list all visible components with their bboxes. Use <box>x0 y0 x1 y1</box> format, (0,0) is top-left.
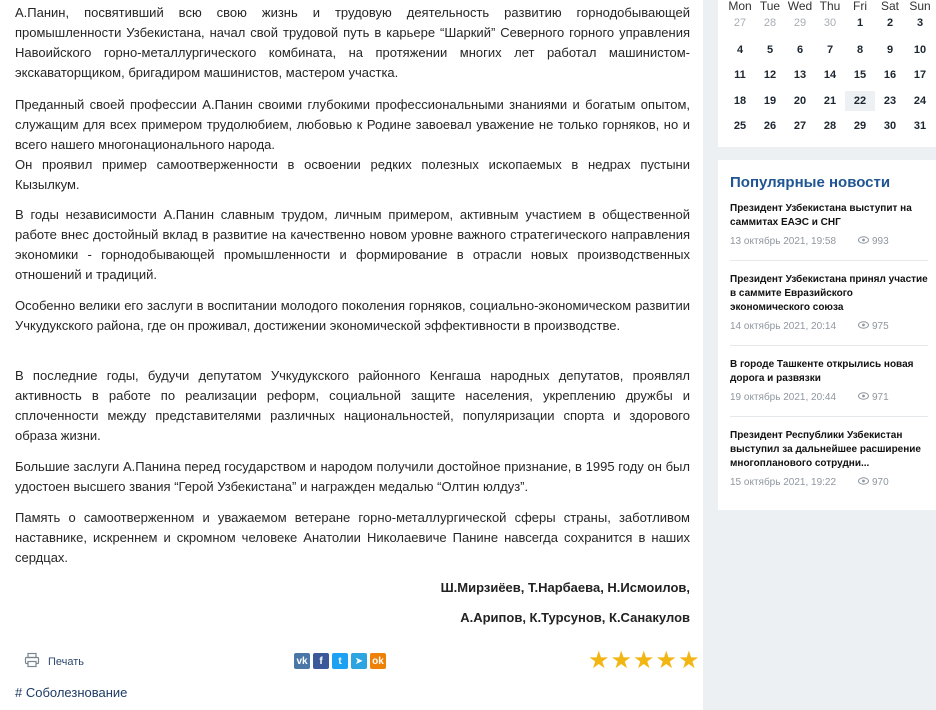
calendar-day[interactable]: 23 <box>883 95 897 107</box>
star-icon[interactable]: ★ <box>588 647 610 674</box>
calendar-day[interactable]: 19 <box>763 95 777 107</box>
calendar-day-outside: 30 <box>823 17 837 29</box>
calendar-day[interactable]: 6 <box>796 44 804 56</box>
news-item-date: 15 октябрь 2021, 19:22 <box>730 477 837 488</box>
calendar-day-outside: 29 <box>793 17 807 29</box>
calendar-day[interactable]: 12 <box>763 69 777 81</box>
calendar-weekday: Sat <box>880 0 899 13</box>
odnoklassniki-icon[interactable]: ok <box>370 653 386 669</box>
news-item-views <box>858 236 889 247</box>
rating-stars <box>588 647 700 675</box>
calendar-week-row <box>718 13 936 33</box>
telegram-icon[interactable]: ➤ <box>351 653 367 669</box>
news-item-title[interactable]: В городе Ташкенте открылись новая дорога и развязки <box>730 359 914 384</box>
popular-news-title: Популярные новости <box>730 174 891 191</box>
calendar-day[interactable]: 21 <box>823 95 837 107</box>
news-item[interactable] <box>730 202 928 247</box>
article-paragraph: Память о самоотверженном и уважаемом ветеране горно-металлургической сферы страны, заботливом наставнике, искреннем и скромном человеке Анатолии Николаевиче Панине навсегда сохранится в наших сердцах. <box>15 510 690 565</box>
facebook-icon[interactable]: f <box>313 653 329 669</box>
news-item[interactable] <box>730 273 928 332</box>
calendar-week-row <box>718 91 936 111</box>
calendar-weekday: Sun <box>909 0 931 13</box>
article-paragraph: А.Панин, посвятивший всю свою жизнь и трудовую деятельность развитию горнодобывающей промышленности Узбекистана, начал свой трудовой путь в карьере “Шаркий” Северного горного управления Навоийского горно-металлургического комбината, на протяжении многих лет работал машинистом-экскаваторщиком, бригадиром машинистов, мастером участка. <box>15 5 690 80</box>
views-count: 975 <box>872 321 889 332</box>
eye-icon <box>858 477 869 488</box>
news-item-views <box>858 477 889 488</box>
calendar-day[interactable]: 28 <box>823 120 837 132</box>
views-count: 970 <box>872 477 889 488</box>
article-paragraph: Он проявил пример самоотверженности в освоении редких полезных ископаемых в недрах пустыни Кызылкум. <box>15 157 690 192</box>
calendar-day[interactable]: 1 <box>856 17 864 29</box>
views-count: 993 <box>872 236 889 247</box>
article-paragraph: В последние годы, будучи депутатом Учкудукского районного Кенгаша народных депутатов, проявлял активность в работе по реализации реформ, социальной защите населения, укреплению дружбы и сплоченности между представителями различных национальностей, популяризации спорта и здорового образа жизни. <box>15 368 690 443</box>
calendar-day[interactable]: 13 <box>793 69 807 81</box>
calendar-day[interactable]: 31 <box>913 120 927 132</box>
news-item-views <box>858 392 889 403</box>
calendar-day[interactable]: 27 <box>793 120 807 132</box>
printer-icon <box>24 652 40 671</box>
news-item-date: 13 октябрь 2021, 19:58 <box>730 236 837 247</box>
article-paragraph: В годы независимости А.Панин славным трудом, личным примером, активным участием в общественной работе внес достойный вклад в развитие на качественно новом уровне важного стратегического направления экономики - горнодобывающей промышленности и формирование в отрасли новых производственных отношений и традиций. <box>15 207 690 282</box>
calendar-day[interactable]: 11 <box>734 69 746 81</box>
calendar-day[interactable]: 22 <box>845 91 875 111</box>
calendar-weekday: Mon <box>728 0 752 13</box>
article-paragraph: Преданный своей профессии А.Панин своими глубокими профессиональными знаниями и богатым опытом, служащим для всех примером трудолюбием, любовью к Родине завоевал уважение не только горняков, но и всего нашего многонационального народа. <box>15 97 690 152</box>
news-item-views <box>858 321 889 332</box>
news-item-title[interactable]: Президент Узбекистана выступит на саммитах ЕАЭС и СНГ <box>730 203 912 228</box>
vk-icon[interactable]: vk <box>294 653 310 669</box>
eye-icon <box>858 392 869 403</box>
calendar-weekday: Thu <box>819 0 841 13</box>
calendar-week-row <box>718 116 936 136</box>
signature-line: Ш.Мирзиёев, Т.Нарбаева, Н.Исмоилов, <box>440 580 690 595</box>
calendar-day[interactable]: 3 <box>916 17 924 29</box>
article-paragraph: Большие заслуги А.Панина перед государством и народом получили достойное признание, в 1995 году он был удостоен высшего звания “Герой Узбекистана” и награжден медалью “Олтин юлдуз”. <box>15 459 690 494</box>
calendar-day[interactable]: 26 <box>763 120 777 132</box>
calendar-day-outside: 27 <box>733 17 747 29</box>
sidebar <box>703 0 936 710</box>
twitter-icon[interactable]: t <box>332 653 348 669</box>
star-icon[interactable]: ★ <box>655 647 678 674</box>
calendar-day[interactable]: 18 <box>733 95 747 107</box>
calendar-day[interactable]: 5 <box>766 44 774 56</box>
star-icon[interactable]: ★ <box>633 647 655 674</box>
article-paragraph: Особенно велики его заслуги в воспитании молодого поколения горняков, социально-экономическом развитии Учкудукского района, где он проживал, достижении экономической эффективности в производстве. <box>15 298 690 333</box>
calendar-day[interactable]: 7 <box>826 44 834 56</box>
calendar-week-row <box>718 40 936 60</box>
calendar-week-row <box>718 65 936 85</box>
calendar-day[interactable]: 15 <box>853 69 867 81</box>
signature-line: А.Арипов, К.Турсунов, К.Санакулов <box>460 610 690 625</box>
calendar-day[interactable]: 17 <box>913 69 927 81</box>
eye-icon <box>858 321 869 332</box>
calendar-day[interactable]: 8 <box>856 44 864 56</box>
calendar-weekday: Fri <box>853 0 867 13</box>
divider <box>730 416 928 417</box>
calendar-day[interactable]: 14 <box>823 69 837 81</box>
calendar-weekday: Wed <box>787 0 813 13</box>
calendar-day[interactable]: 9 <box>886 44 894 56</box>
news-item[interactable] <box>730 358 928 403</box>
print-button[interactable] <box>24 652 84 671</box>
star-icon[interactable]: ★ <box>678 647 700 674</box>
calendar-widget <box>718 0 936 147</box>
divider <box>730 260 928 261</box>
calendar-day[interactable]: 29 <box>853 120 867 132</box>
calendar-day[interactable]: 24 <box>913 95 927 107</box>
calendar-day[interactable]: 2 <box>886 17 894 29</box>
popular-news-widget <box>718 160 936 510</box>
calendar-day-outside: 28 <box>763 17 777 29</box>
divider <box>730 345 928 346</box>
calendar-day[interactable]: 20 <box>793 95 807 107</box>
calendar-day[interactable]: 25 <box>733 120 747 132</box>
star-icon[interactable]: ★ <box>610 647 633 674</box>
tag-link[interactable]: # Соболезнование <box>15 685 128 700</box>
views-count: 971 <box>872 392 889 403</box>
calendar-day[interactable]: 16 <box>883 69 897 81</box>
share-buttons <box>294 653 386 669</box>
calendar-day[interactable]: 10 <box>913 44 927 56</box>
calendar-day[interactable]: 30 <box>883 120 897 132</box>
news-item-title[interactable]: Президент Республики Узбекистан выступил за дальнейшее расширение многопланового сотрудни... <box>730 430 921 469</box>
calendar-day[interactable]: 4 <box>736 44 744 56</box>
calendar-weekday: Tue <box>759 0 781 13</box>
eye-icon <box>858 236 869 247</box>
news-item-title[interactable]: Президент Узбекистана принял участие в саммите Евразийского экономического союза <box>730 274 928 313</box>
news-item[interactable] <box>730 429 928 488</box>
news-item-date: 14 октябрь 2021, 20:14 <box>730 321 837 332</box>
news-item-date: 19 октябрь 2021, 20:44 <box>730 392 837 403</box>
print-label: Печать <box>48 655 85 668</box>
